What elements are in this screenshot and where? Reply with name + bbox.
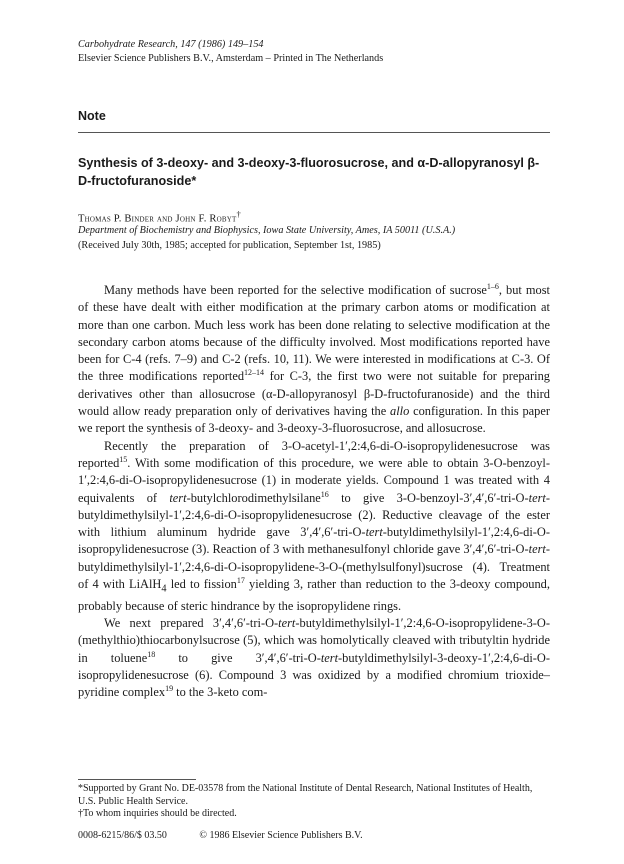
paragraph-1: Many methods have been reported for the selective modification of sucrose$^{1-6}$, but most of these have dealt with either modification at the primary carbon atoms or modification at more than one carbon. Much less work has been done relating to selective modification at the secondary carbon atoms because of the difficulty involved. Most modifications reported have been for C-4 (refs. 7–9) and C-2 (refs. 10, 11). We were interested in modifications at C-3. Of the three modifications reported$^{12-14}$ for C-3, the first two were not suitable for preparing derivatives other than allosucrose (α-D-allopyranosyl β-D-fructofuranoside) and the third would allow ready preparation only of derivatives having the allo configuration. In this paper we report the synthesis of 3-deoxy- and 3-deoxy-3-fluorosucrose, and allosucrose.	[78, 281, 550, 436]
paragraph-2: Recently the preparation of 3-O-acetyl-1′,2:4,6-di-O-isopropylidenesucrose was reported$^{15}$. With some modification of this procedure, we were able to obtain 3-O-benzoyl-1′,2:4,6-di-O-isopropylidenesucrose (1) in moderate yields. Compound 1 was treated with 4 equivalents of tert-butylchlorodimethylsilane$^{16}$ to give 3-O-benzoyl-3′,4′,6′-tri-O-tert-butyldimethylsilyl-1′,2:4,6-di-O-isopropylidenesucrose (2). Reductive cleavage of the ester with lithium aluminum hydride gave 3′,4′,6′-tri-O-tert-butyldimethylsilyl-1′,2:4,6-di-O-isopropylidenesucrose (3). Reaction of 3 with methanesulfonyl chloride gave 3′,4′,6′-tri-O-tert-butyldimethylsilyl-1′,2:4,6-di-O-isopropylidene-3-O-(methylsulfonyl)sucrose (4). Treatment of 4 with LiAlH$_4$ led to fission$^{17}$ yielding 3, rather than reduction to the 3-deoxy compound, probably because of steric hindrance by the isopropylidene rings.	[78, 438, 550, 613]
footnotes	[78, 783, 550, 821]
author-list	[78, 209, 241, 225]
article-body	[78, 282, 550, 702]
title-part2: -allopyranosyl	[438, 156, 528, 170]
article-title	[78, 154, 552, 190]
footnote-rule	[78, 779, 196, 780]
title-part1: Synthesis of 3-deoxy- and 3-deoxy-3-fluorosucrose, and	[78, 156, 418, 170]
journal-header	[78, 38, 383, 66]
title-alpha-d: α-D	[417, 156, 439, 170]
title-part3: -fructofuranoside	[87, 174, 192, 188]
header-rule	[78, 132, 550, 133]
received-dates: (Received July 30th, 1985; accepted for publication, September 1st, 1985)	[78, 240, 381, 251]
section-label: Note	[78, 109, 106, 123]
paragraph-3: We next prepared 3′,4′,6′-tri-O-tert-butyldimethylsilyl-1′,2:4,6-O-isopropylidene-3-O-(methylthio)thiocarbonylsucrose (5), which was homolytically cleaved with tributyltin hydride in toluene$^{18}$ to give 3′,4′,6′-tri-O-tert-butyldimethylsilyl-3-deoxy-1′,2:4,6-di-O-isopropylidenesucrose (6). Compound 3 was oxidized by a modified chromium trioxide–pyridine complex$^{19}$ to the 3-keto com-	[78, 616, 550, 700]
author-dagger: †	[236, 209, 242, 219]
issn-price: 0008-6215/86/$ 03.50	[78, 830, 167, 841]
title-beta-d: β-D	[78, 156, 540, 188]
footnote-correspondence: †To whom inquiries should be directed.	[78, 808, 237, 820]
journal-citation: Carbohydrate Research, 147 (1986) 149–154	[78, 39, 264, 50]
publisher-line: Elsevier Science Publishers B.V., Amsterdam – Printed in The Netherlands	[78, 53, 384, 64]
affiliation: Department of Biochemistry and Biophysics, Iowa State University, Ames, IA 50011 (U.S.A.)	[78, 225, 456, 236]
page-footer	[78, 830, 363, 841]
title-star: *	[191, 174, 197, 188]
copyright: © 1986 Elsevier Science Publishers B.V.	[199, 830, 363, 841]
footnote-grant: *Supported by Grant No. DE-03578 from the National Institute of Dental Research, National Institutes of Health, U.S. Public Health Service.	[78, 783, 533, 807]
author-names: Thomas P. Binder and John F. Robyt	[78, 213, 237, 225]
